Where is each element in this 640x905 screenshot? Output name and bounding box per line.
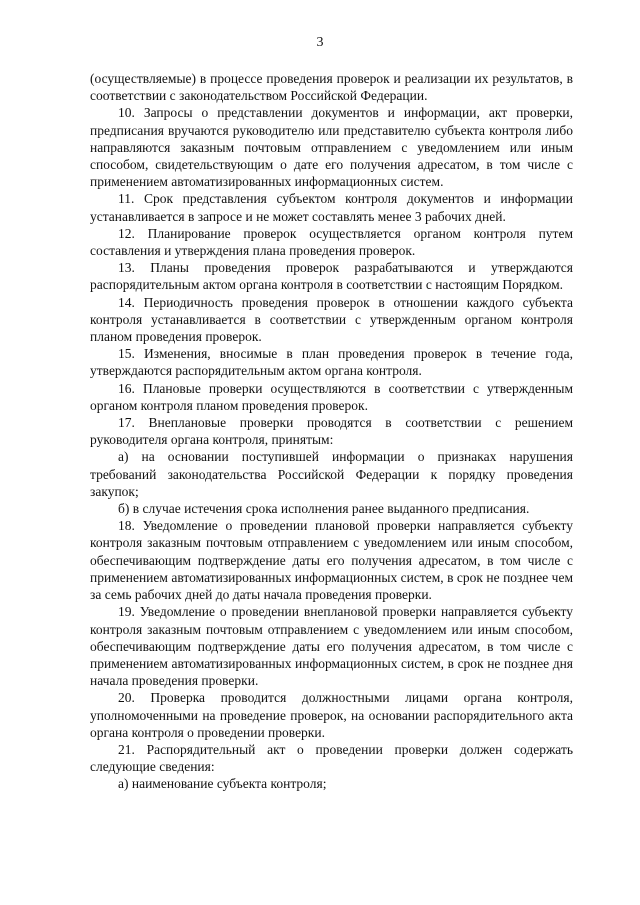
paragraph-12: 12. Планирование проверок осуществляется органом контроля путем составления и утверждения плана проведения проверок. [90, 225, 573, 259]
document-body [90, 70, 573, 793]
paragraph-10: 10. Запросы о представлении документов и информации, акт проверки, предписания вручаются руководителю или представителю субъекта контроля либо направляются заказным почтовым отправлением с уведомлением или иным способом, свидетельствующим о дате его получения адресатом, в том числе с применением автоматизированных информационных систем. [90, 105, 573, 190]
paragraph-14: 14. Периодичность проведения проверок в отношении каждого субъекта контроля устанавливается в соответствии с утвержденным органом контроля планом проведения проверок. [90, 294, 573, 345]
paragraph-19: 19. Уведомление о проведении внеплановой проверки направляется субъекту контроля заказным почтовым отправлением с уведомлением или иным способом, обеспечивающим подтверждение даты его получения адресатом, в том числе с применением автоматизированных информационных систем, в срок не позднее дня начала проведения проверки. [90, 604, 573, 689]
paragraph-21: 21. Распорядительный акт о проведении проверки должен содержать следующие сведения: [90, 741, 573, 775]
page-number: 3 [316, 35, 324, 50]
paragraph-18: 18. Уведомление о проведении плановой проверки направляется субъекту контроля заказным почтовым отправлением с уведомлением или иным способом, обеспечивающим подтверждение даты его получения адресатом, в том числе с применением автоматизированных информационных систем, в срок не позднее чем за семь рабочих дней до даты начала проведения проверки. [90, 518, 573, 603]
paragraph-17-item-b: б) в случае истечения срока исполнения ранее выданного предписания. [118, 501, 530, 517]
paragraph-21-item-a: а) наименование субъекта контроля; [118, 776, 327, 792]
paragraph-17: 17. Внеплановые проверки проводятся в соответствии с решением руководителя органа контроля, принятым: [90, 415, 573, 448]
paragraph-13: 13. Планы проведения проверок разрабатываются и утверждаются распорядительным актом органа контроля в соответствии с настоящим Порядком. [90, 260, 573, 293]
paragraph-11: 11. Срок представления субъектом контроля документов и информации устанавливается в запросе и не может составлять менее 3 рабочих дней. [90, 191, 573, 224]
paragraph-15: 15. Изменения, вносимые в план проведения проверок в течение года, утверждаются распорядительным актом органа контроля. [90, 346, 573, 379]
paragraph-20: 20. Проверка проводится должностными лицами органа контроля, уполномоченными на проведение проверок, на основании распорядительного акта органа контроля о проведении проверки. [90, 690, 573, 740]
paragraph-16: 16. Плановые проверки осуществляются в соответствии с утвержденным органом контроля планом проведения проверок. [90, 380, 573, 413]
paragraph-continuation: (осуществляемые) в процессе проведения проверок и реализации их результатов, в соответствии с законодательством Российской Федерации. [90, 71, 573, 104]
paragraph-17-item-a: а) на основании поступившей информации о признаках нарушения требований законодательства Российской Федерации к порядку проведения закупок; [90, 449, 573, 499]
